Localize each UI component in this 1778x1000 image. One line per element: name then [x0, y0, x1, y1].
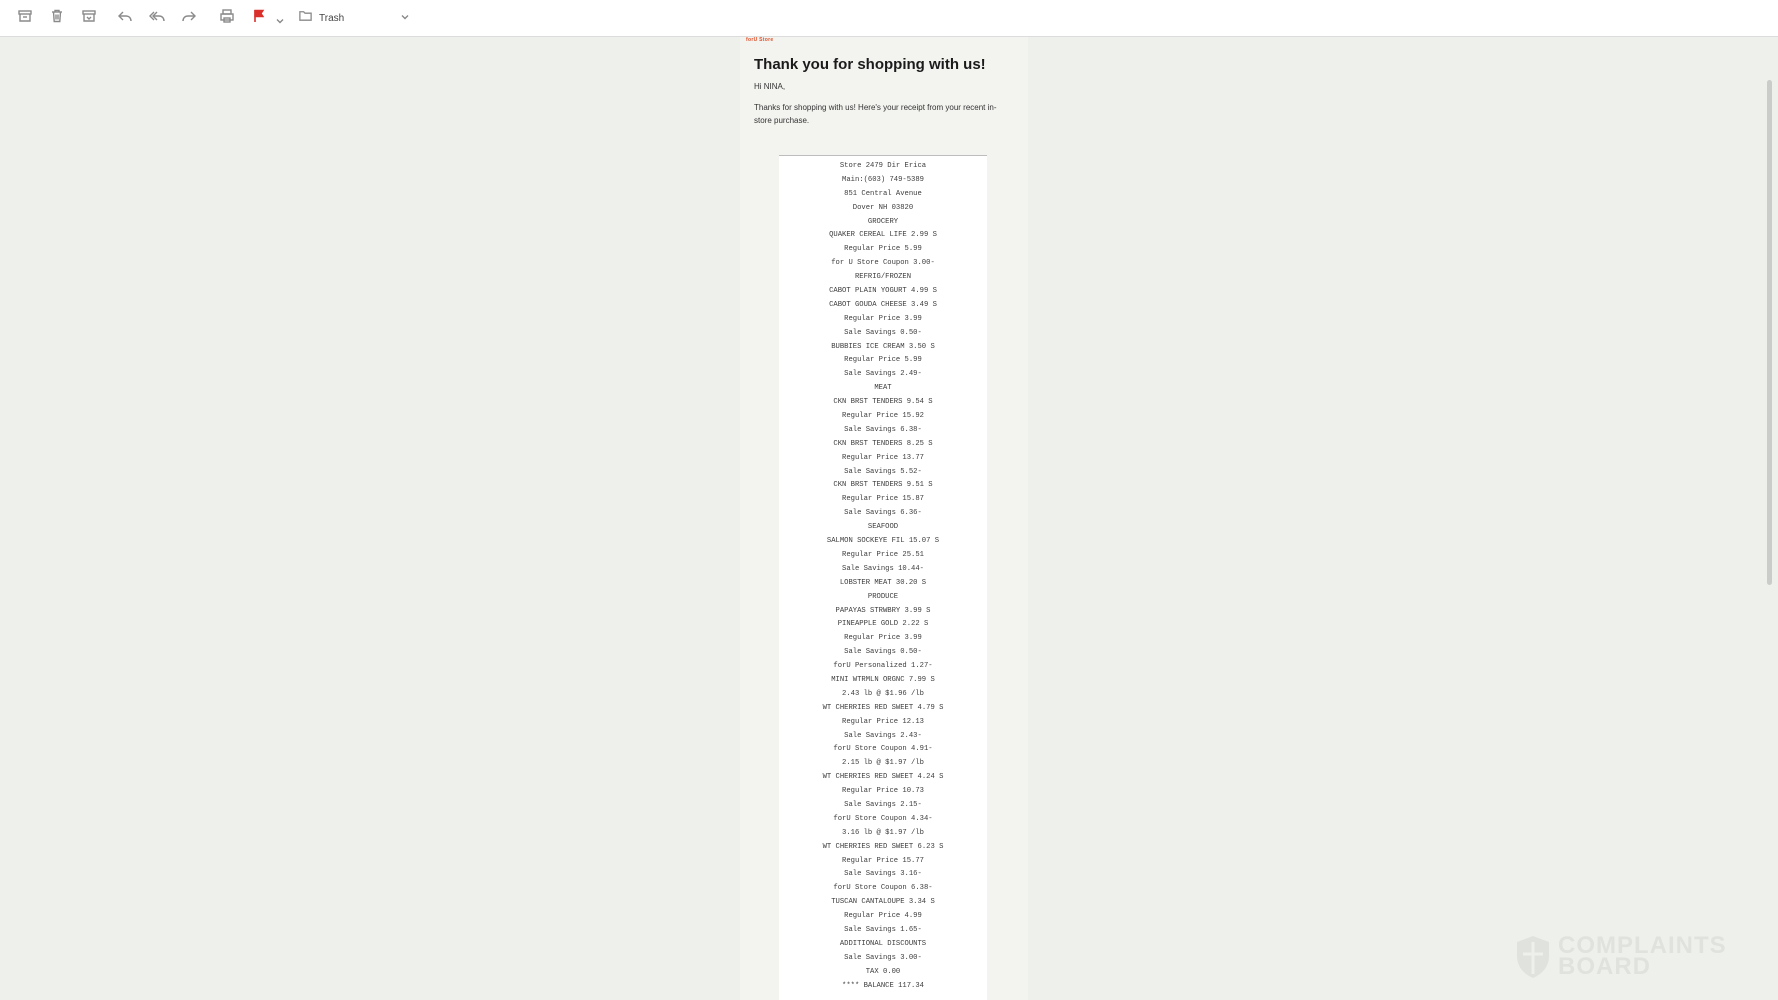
- receipt-line: CKN BRST TENDERS 8.25 S: [833, 439, 933, 448]
- receipt-line: WT CHERRIES RED SWEET 4.24 S: [822, 773, 944, 782]
- receipt-line: SALMON SOCKEYE FIL 15.07 S: [826, 537, 940, 546]
- folder-icon: [298, 8, 313, 28]
- flag-button[interactable]: [250, 9, 268, 27]
- receipt-line: MINI WTRMLN ORGNC 7.99 S: [831, 675, 935, 684]
- archive-icon: [17, 8, 33, 29]
- receipt-line: Dover NH 03820: [852, 203, 914, 212]
- receipt-line: Sale Savings 5.52-: [844, 467, 922, 476]
- receipt-line: 2.43 lb @ $1.96 /lb: [842, 689, 924, 698]
- reply-button[interactable]: [116, 9, 134, 27]
- receipt-line: Sale Savings 2.43-: [844, 731, 922, 740]
- receipt-line: REFRIG/FROZEN: [854, 273, 912, 282]
- receipt-line: Sale Savings 2.49-: [844, 370, 922, 379]
- forward-icon: [181, 8, 197, 29]
- trash-icon: [49, 8, 65, 29]
- delete-button[interactable]: [48, 9, 66, 27]
- receipt-line: Regular Price 3.99: [844, 634, 922, 643]
- receipt-line: Regular Price 3.99: [844, 314, 922, 323]
- receipt-line: SEAFOOD: [867, 523, 899, 532]
- flag-dropdown[interactable]: [275, 13, 285, 23]
- receipt-line: PINEAPPLE GOLD 2.22 S: [837, 620, 929, 629]
- receipt-line: for U Store Coupon 3.00-: [831, 259, 935, 268]
- print-button[interactable]: [218, 9, 236, 27]
- receipt-line: Sale Savings 0.50-: [844, 328, 922, 337]
- receipt-line: Sale Savings 2.15-: [844, 800, 922, 809]
- shield-icon: [1514, 934, 1552, 980]
- receipt-line: **** BALANCE 117.34: [842, 981, 924, 990]
- folder-label: Trash: [319, 12, 345, 24]
- receipt-line: BUBBIES ICE CREAM 3.50 S: [831, 342, 935, 351]
- receipt-line: forU Store Coupon 4.34-: [833, 814, 933, 823]
- receipt-line: Regular Price 13.77: [842, 453, 924, 462]
- receipt-line: MEAT: [874, 384, 892, 393]
- receipt-line: GROCERY: [867, 217, 899, 226]
- reply-all-button[interactable]: [148, 9, 166, 27]
- receipt-line: Regular Price 12.13: [842, 717, 924, 726]
- receipt-line: Sale Savings 0.50-: [844, 648, 922, 657]
- receipt-line: Sale Savings 6.36-: [844, 509, 922, 518]
- receipt-line: Regular Price 25.51: [842, 550, 924, 559]
- receipt-line: PRODUCE: [867, 592, 899, 601]
- receipt-line: TUSCAN CANTALOUPE 3.34 S: [831, 898, 935, 907]
- watermark-line1: COMPLAINTS: [1558, 932, 1727, 959]
- print-icon: [219, 8, 235, 29]
- move-to-folder-button[interactable]: [298, 8, 344, 28]
- reply-icon: [117, 8, 133, 29]
- receipt-line: Regular Price 5.99: [844, 356, 922, 365]
- receipt-line: Sale Savings 3.00-: [844, 953, 922, 962]
- receipt-line: Regular Price 15.92: [842, 412, 924, 421]
- receipt-line: 3.16 lb @ $1.97 /lb: [842, 828, 924, 837]
- receipt-line: forU Store Coupon 4.91-: [833, 745, 933, 754]
- receipt-line: WT CHERRIES RED SWEET 6.23 S: [822, 842, 944, 851]
- receipt-line: LOBSTER MEAT 30.20 S: [839, 578, 927, 587]
- email-body: [740, 37, 1028, 1000]
- receipt: [779, 155, 987, 1000]
- brand-header: [740, 37, 1028, 43]
- watermark: [1514, 934, 1734, 980]
- receipt-line: 2.15 lb @ $1.97 /lb: [842, 759, 924, 768]
- brand-logo: forU Store: [746, 37, 774, 43]
- receipt-line: Regular Price 15.77: [842, 856, 924, 865]
- move-to-archive-button[interactable]: [80, 9, 98, 27]
- forward-button[interactable]: [180, 9, 198, 27]
- watermark-line2: BOARD: [1558, 953, 1651, 980]
- move-to-archive-icon: [81, 8, 97, 29]
- receipt-line: QUAKER CEREAL LIFE 2.99 S: [829, 231, 937, 240]
- receipt-line: ADDITIONAL DISCOUNTS: [839, 939, 927, 948]
- receipt-line: Sale Savings 3.16-: [844, 870, 922, 879]
- receipt-line: CKN BRST TENDERS 9.54 S: [833, 398, 933, 407]
- receipt-line: Sale Savings 1.65-: [844, 925, 922, 934]
- receipt-line: Regular Price 4.99: [844, 912, 922, 921]
- receipt-line: forU Personalized 1.27-: [833, 662, 933, 671]
- flag-icon: [251, 8, 267, 29]
- receipt-line: Regular Price 15.87: [842, 495, 924, 504]
- receipt-line: Store 2479 Dir Erica: [839, 162, 927, 170]
- receipt-line: WT CHERRIES RED SWEET 4.79 S: [822, 703, 944, 712]
- receipt-line: CABOT GOUDA CHEESE 3.49 S: [829, 300, 937, 309]
- receipt-line: Regular Price 5.99: [844, 245, 922, 254]
- receipt-line: Sale Savings 10.44-: [842, 564, 924, 573]
- receipt-line: Main:(603) 749-5389: [842, 175, 924, 184]
- receipt-line: CABOT PLAIN YOGURT 4.99 S: [829, 287, 937, 296]
- email-intro: Thanks for shopping with us! Here's your receipt from your recent in-store purchase.: [754, 103, 997, 125]
- scrollbar[interactable]: [1767, 80, 1772, 585]
- email-heading: Thank you for shopping with us!: [754, 56, 986, 73]
- folder-dropdown[interactable]: [350, 9, 410, 27]
- message-toolbar: [0, 0, 1778, 37]
- receipt-line: Sale Savings 6.38-: [844, 425, 922, 434]
- reply-all-icon: [149, 8, 165, 29]
- chevron-down-icon: [275, 13, 285, 30]
- archive-button[interactable]: [16, 9, 34, 27]
- receipt-line: Regular Price 10.73: [842, 787, 924, 796]
- receipt-line: forU Store Coupon 6.38-: [833, 884, 933, 893]
- receipt-line: PAPAYAS STRWBRY 3.99 S: [835, 606, 931, 615]
- chevron-down-icon: [400, 9, 410, 27]
- receipt-line: TAX 0.00: [865, 967, 901, 976]
- email-greeting: Hi NINA,: [754, 82, 786, 91]
- receipt-line: CKN BRST TENDERS 9.51 S: [833, 481, 933, 490]
- receipt-lines: [779, 156, 987, 993]
- receipt-line: 851 Central Avenue: [844, 189, 922, 198]
